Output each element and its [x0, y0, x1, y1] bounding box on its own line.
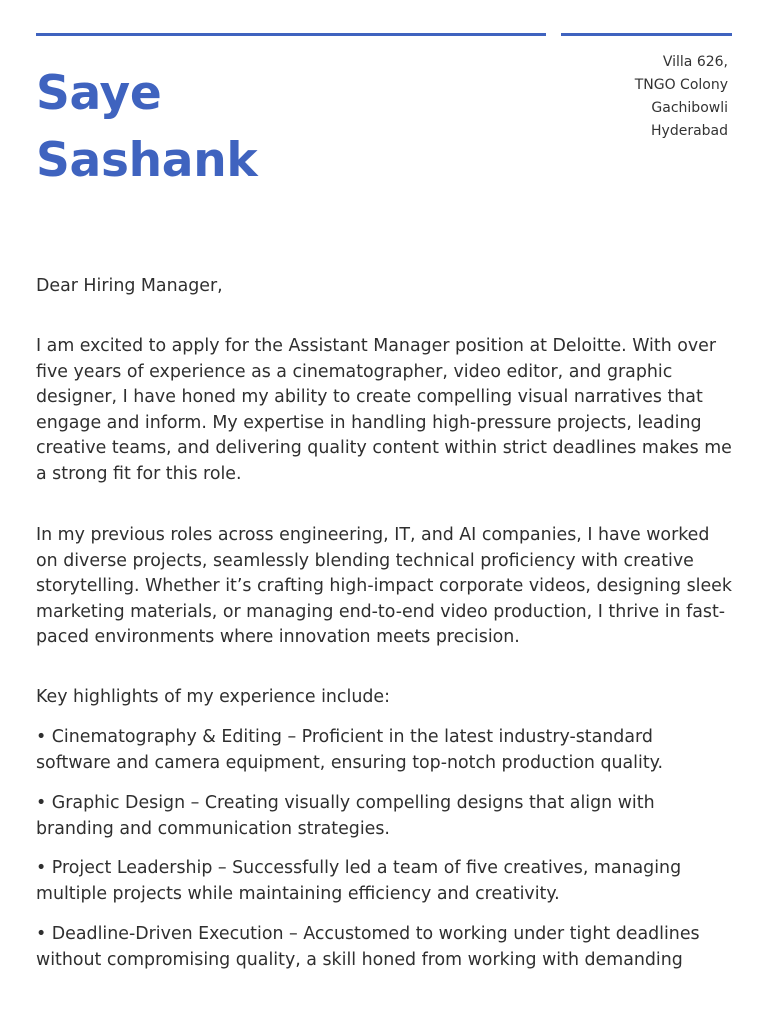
- header-rule-right: [561, 33, 732, 36]
- highlight-item: • Project Leadership – Successfully led a team of five creatives, managing multiple projects while maintaining efficiency and creativity.: [36, 858, 682, 904]
- address-line: TNGO Colony: [634, 77, 728, 93]
- paragraph-experience: In my previous roles across engineering, IT, and AI companies, I have worked on diverse projects, seamlessly blending technical proficiency with creative storytelling. Whether it’s crafting high-impact corporate videos, designing sleek marketing materials, or managing end-to-end video production, I thrive in fast-paced environments where innovation meets precision.: [36, 525, 732, 648]
- highlight-item: • Deadline-Driven Execution – Accustomed to working under tight deadlines without compromising quality, a skill honed from working with demanding: [36, 924, 700, 970]
- address-line: Gachibowli: [651, 100, 728, 116]
- address-line: Villa 626,: [662, 54, 728, 70]
- highlight-item: • Graphic Design – Creating visually compelling designs that align with branding and communication strategies.: [36, 793, 655, 839]
- paragraph-intro: I am excited to apply for the Assistant Manager position at Deloitte. With over five years of experience as a cinematographer, video editor, and graphic designer, I have honed my ability to create compelling visual narratives that engage and inform. My expertise in handling high-pressure projects, leading creative teams, and delivering quality content within strict deadlines makes me a strong fit for this role.: [36, 336, 732, 484]
- highlights-heading: Key highlights of my experience include:: [36, 687, 390, 707]
- address-block: [635, 51, 728, 143]
- highlight-item: • Cinematography & Editing – Proficient in the latest industry-standard software and camera equipment, ensuring top-notch production quality.: [36, 727, 664, 773]
- first-name: Saye: [36, 66, 162, 121]
- header-rule-left: [36, 33, 546, 36]
- applicant-name: [36, 60, 257, 194]
- salutation: Dear Hiring Manager,: [36, 276, 223, 296]
- address-line: Hyderabad: [651, 123, 728, 139]
- last-name: Sashank: [36, 133, 258, 188]
